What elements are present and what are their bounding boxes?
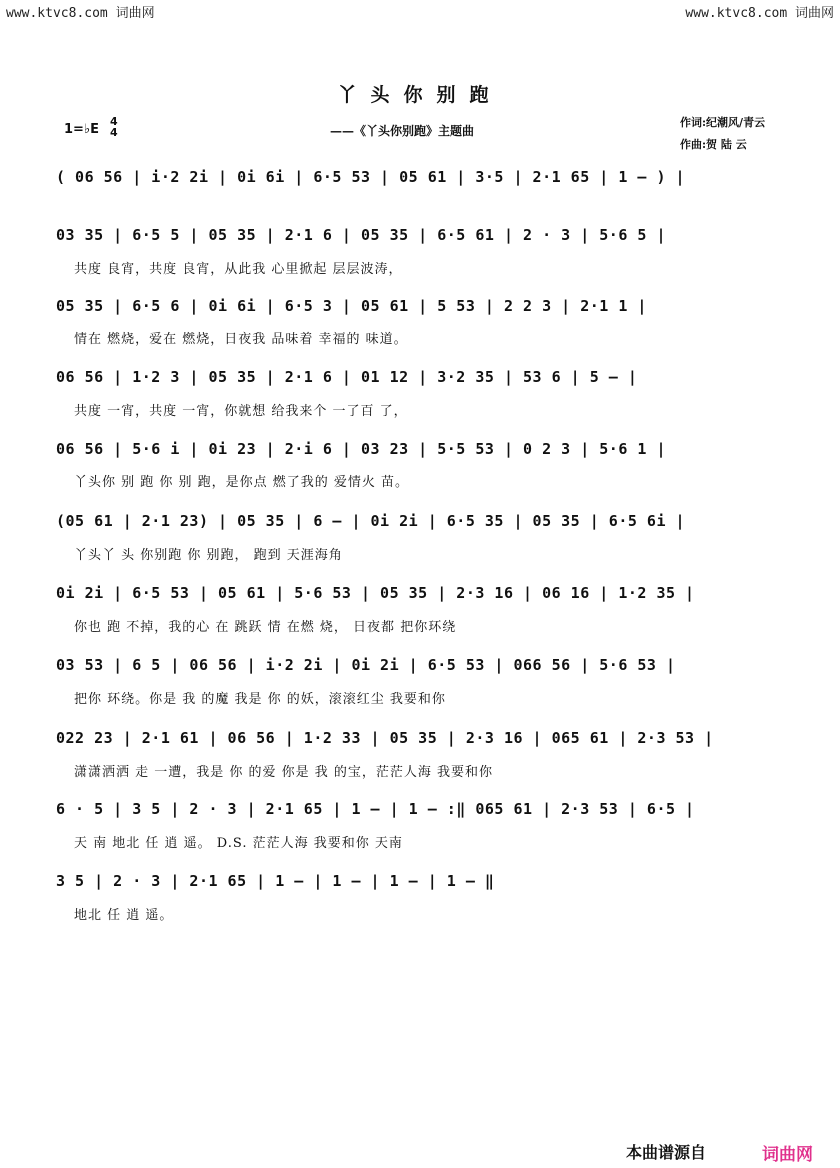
score-music-line: ( 06 56 | i·2 2i | 0i 6i | 6·5 53 | 05 61 | 3·5 | 2·1 65 | 1 — ) | xyxy=(56,168,686,186)
key-signature: 1=♭E xyxy=(64,122,99,137)
score-lyric-line: 丫头你 别 跑 你 别 跑，是你点 燃了我的 爱情火 苗。 xyxy=(74,475,410,490)
score-lyric-line: 共度 一宵，共度 一宵，你就想 给我来个 一了百 了， xyxy=(74,404,408,419)
time-signature-bottom: 4 xyxy=(110,126,118,139)
score-lyric-line: 潇潇洒洒 走 一遭，我是 你 的爱 你是 我 的宝，茫茫人海 我要和你 xyxy=(74,765,494,780)
watermark-right: www.ktvc8.com 词曲网 xyxy=(685,6,834,21)
score-lyric-line: 丫头丫 头 你别跑 你 别跑， 跑到 天涯海角 xyxy=(74,548,343,563)
score-music-line: 06 56 | 1·2 3 | 05 35 | 2·1 6 | 01 12 | 3·2 35 | 53 6 | 5 — | xyxy=(56,368,638,386)
lyricist-credit: 作词:纪潮风/青云 xyxy=(680,116,766,129)
score-music-line: 06 56 | 5·6 i | 0i 23 | 2·i 6 | 03 23 | 5·5 53 | 0 2 3 | 5·6 1 | xyxy=(56,440,666,458)
score-music-line: 05 35 | 6·5 6 | 0i 6i | 6·5 3 | 05 61 | 5 53 | 2 2 3 | 2·1 1 | xyxy=(56,297,647,315)
score-music-line: 6 · 5 | 3 5 | 2 · 3 | 2·1 65 | 1 — | 1 — :‖ 065 61 | 2·3 53 | 6·5 | xyxy=(56,800,695,818)
score-lyric-line: 把你 环绕。你是 我 的魔 我是 你 的妖，滚滚红尘 我要和你 xyxy=(74,692,446,707)
score-music-line: 0i 2i | 6·5 53 | 05 61 | 5·6 53 | 05 35 | 2·3 16 | 06 16 | 1·2 35 | xyxy=(56,584,695,602)
score-music-line: 3 5 | 2 · 3 | 2·1 65 | 1 — | 1 — | 1 — | 1 — ‖ xyxy=(56,872,495,890)
score-music-line: (05 61 | 2·1 23) | 05 35 | 6 — | 0i 2i | 6·5 35 | 05 35 | 6·5 6i | xyxy=(56,512,686,530)
score-lyric-line: 你也 跑 不掉，我的心 在 跳跃 情 在燃 烧， 日夜都 把你环绕 xyxy=(74,620,457,635)
score-lyric-line: 情在 燃烧，爱在 燃烧，日夜我 品味着 幸福的 味道。 xyxy=(74,332,408,347)
subtitle: ——《丫头你别跑》主题曲 xyxy=(330,124,475,138)
score-music-line: 03 53 | 6 5 | 06 56 | i·2 2i | 0i 2i | 6·5 53 | 066 56 | 5·6 53 | xyxy=(56,656,676,674)
source-label: 本曲谱源自 xyxy=(626,1143,707,1162)
watermark-left: www.ktvc8.com 词曲网 xyxy=(6,6,155,21)
score-lyric-line: 天 南 地北 任 逍 遥。 D.S. 茫茫人海 我要和你 天南 xyxy=(74,836,403,851)
song-title: 丫头你别跑 xyxy=(337,84,503,106)
score-lyric-line: 地北 任 逍 遥。 xyxy=(74,908,174,923)
source-logo: 词曲网 xyxy=(762,1145,813,1165)
score-music-line: 022 23 | 2·1 61 | 06 56 | 1·2 33 | 05 35 | 2·3 16 | 065 61 | 2·3 53 | xyxy=(56,729,714,747)
score-music-line: 03 35 | 6·5 5 | 05 35 | 2·1 6 | 05 35 | 6·5 61 | 2 · 3 | 5·6 5 | xyxy=(56,226,666,244)
score-lyric-line: 共度 良宵，共度 良宵，从此我 心里掀起 层层波涛， xyxy=(74,262,403,277)
time-signature xyxy=(110,116,118,138)
time-signature-top: 4 xyxy=(110,115,118,128)
composer-credit: 作曲:贺 陆 云 xyxy=(680,138,747,151)
